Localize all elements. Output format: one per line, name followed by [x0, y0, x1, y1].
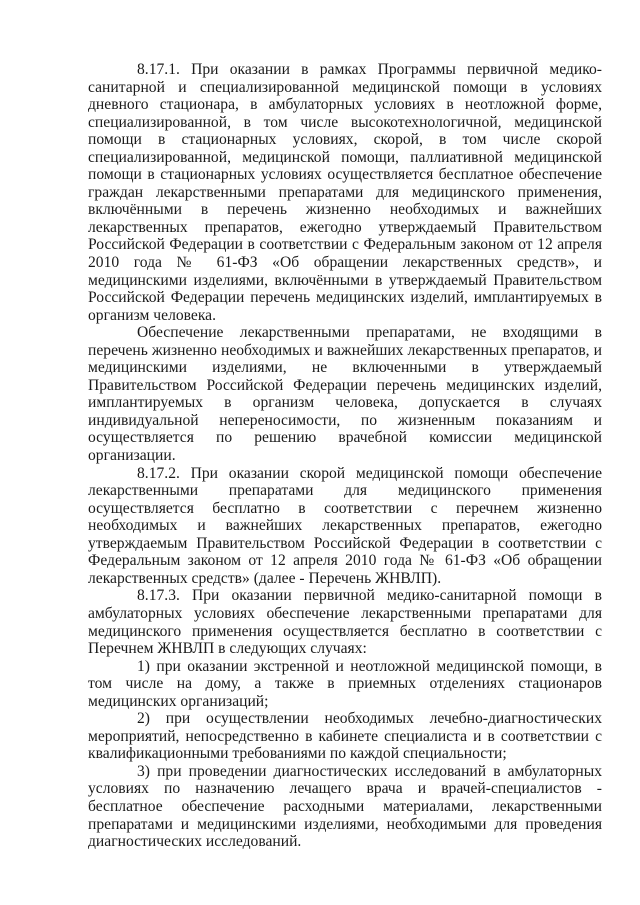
paragraph-8-17-2: 8.17.2. При оказании скорой медицинской помощи обеспечение лекарственными препаратами для медицинского применения осуществляется бесплатно в соответствии с перечнем жизненно необходимых и важнейших лекарственных препаратов, ежегодно утверждаемым Правительством Российской Федерации в соответствии с Федеральным законом от 12 апреля 2010 года № 61-ФЗ «Об обращении лекарственных средств» (далее - Перечень ЖНВЛП). — [88, 464, 602, 587]
document-page — [88, 61, 602, 851]
paragraph-8-17-3: 8.17.3. При оказании первичной медико-санитарной помощи в амбулаторных условиях обеспечение лекарственными препаратами для медицинского применения осуществляется бесплатно в соответствии с Перечнем ЖНВЛП в следующих случаях: — [88, 587, 602, 658]
paragraph-drug-provision-exception: Обеспечение лекарственными препаратами, не входящими в перечень жизненно необходимых и важнейших лекарственных препаратов, и медицинскими изделиями, не включенными в утверждаемый Правительством Российской Федерации перечень медицинских изделий, имплантируемых в организм человека, допускается в случаях индивидуальной непереносимости, по жизненным показаниям и осуществляется по решению врачебной комиссии медицинской организации. — [88, 324, 602, 465]
paragraph-8-17-1: 8.17.1. При оказании в рамках Программы первичной медико-санитарной и специализированной медицинской помощи в условиях дневного стационара, в амбулаторных условиях в неотложной форме, специализированной, в том числе высокотехнологичной, медицинской помощи в стационарных условиях, скорой, в том числе скорой специализированной, медицинской помощи, паллиативной медицинской помощи в стационарных условиях осуществляется бесплатное обеспечение граждан лекарственными препаратами для медицинского применения, включёнными в перечень жизненно необходимых и важнейших лекарственных препаратов, ежегодно утверждаемый Правительством Российской Федерации в соответствии с Федеральным законом от 12 апреля 2010 года № 61-ФЗ «Об обращении лекарственных средств», и медицинскими изделиями, включёнными в утверждаемый Правительством Российской Федерации перечень медицинских изделий, имплантируемых в организм человека. — [88, 61, 602, 324]
list-item-2: 2) при осуществлении необходимых лечебно-диагностических мероприятий, непосредственно в кабинете специалиста и в соответствии с квалификационными требованиями по каждой специальности; — [88, 710, 602, 763]
list-item-1: 1) при оказании экстренной и неотложной медицинской помощи, в том числе на дому, а также в приемных отделениях стационаров медицинских организаций; — [88, 657, 602, 710]
list-item-3: 3) при проведении диагностических исследований в амбулаторных условиях по назначению лечащего врача и врачей-специалистов - бесплатное обеспечение расходными материалами, лекарственными препаратами и медицинскими изделиями, необходимыми для проведения диагностических исследований. — [88, 762, 602, 851]
